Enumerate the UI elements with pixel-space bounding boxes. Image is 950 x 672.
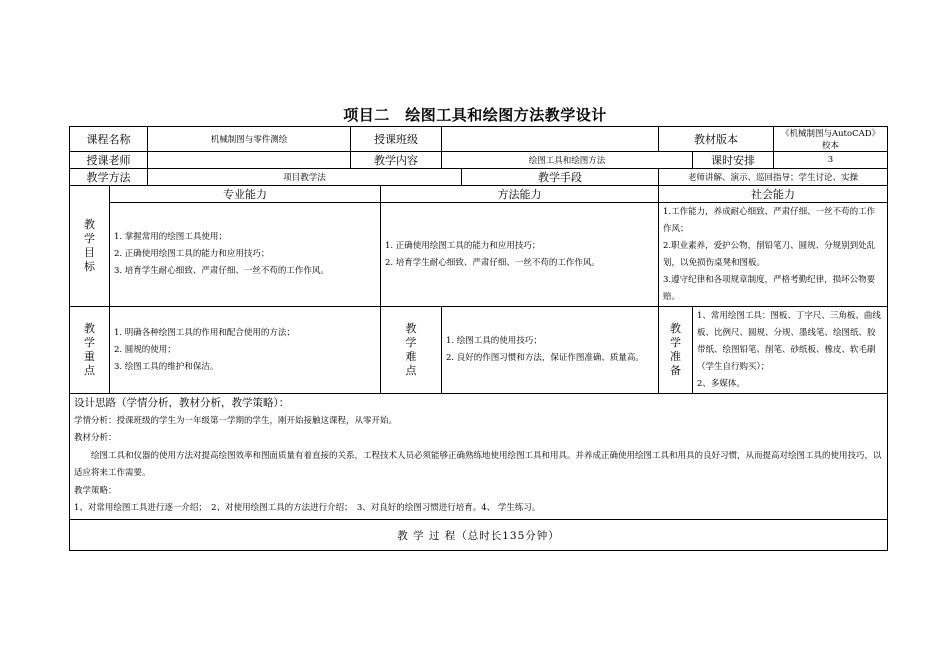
list-item: 3.遵守纪律和各项规章制度，严格考勤纪律，损坏公物要赔。 xyxy=(663,275,876,302)
ability-header-row xyxy=(70,186,888,203)
list-item: 3. 培育学生耐心细致、严肃仔细、一丝不苟的工作作风。 xyxy=(114,266,329,276)
list-item: 2. 良好的作图习惯和方法，保证作图准确、质量高。 xyxy=(446,353,644,363)
list-item: 2. 圆规的使用； xyxy=(114,344,176,355)
method-value: 项目教学法 xyxy=(148,169,462,186)
list-item: 1. 正确使用绘图工具的能力和应用技巧； xyxy=(385,240,541,251)
design-heading: 设计思路（学情分析，教材分析，教学策略）： xyxy=(74,397,290,410)
preparation-content xyxy=(693,307,888,394)
document-title: 项目二 绘图工具和绘图方法教学设计 xyxy=(343,106,607,124)
material-heading: 教材分析： xyxy=(74,433,117,444)
content-value: 绘图工具和绘图方法 xyxy=(442,152,693,169)
key-points-label: 教 学 重 点 xyxy=(70,307,110,394)
process-row xyxy=(70,520,888,551)
difficulties-label: 教 学 难 点 xyxy=(381,307,442,394)
means-value: 老师讲解、演示、巡回指导；学生讨论、实操 xyxy=(659,169,888,186)
teacher-value xyxy=(148,152,351,169)
strategy-heading: 教学策略： xyxy=(74,485,117,496)
strategy-text: 1、对常用绘图工具进行逐一介绍； 2、对使用绘图工具的方法进行介绍； 3、对良好的绘图习惯进行培育。4、 学生练习。 xyxy=(74,503,541,514)
method-label: 教学方法 xyxy=(70,169,148,186)
course-row xyxy=(70,127,888,152)
list-item: 1. 绘图工具的使用技巧； xyxy=(446,336,542,346)
teaching-process-heading: 教 学 过 程（总时长135分钟） xyxy=(70,520,888,551)
list-item: 2. 正确使用绘图工具的能力和应用技巧； xyxy=(114,249,270,259)
professional-objectives xyxy=(110,203,381,307)
list-item: 2. 培育学生耐心细致、严肃仔细、一丝不苟的工作作风。 xyxy=(385,257,600,268)
teacher-row xyxy=(70,152,888,169)
material-analysis: 绘图工具和仪器的使用方法对提高绘图效率和图面质量有着直接的关系，工程技术人员必须能够正确熟练地使用绘图工具和用具。并养成正确使用绘图工具和用具的良好习惯，从而提高对绘图工具的使用技巧，以适应将来工作需要。 xyxy=(74,450,882,479)
list-item: 2、多媒体。 xyxy=(697,379,745,389)
lesson-plan-table xyxy=(69,126,888,551)
objectives-label: 教 学 目 标 xyxy=(70,186,110,307)
textbook-value: 《机械制图与AutoCAD》校本 xyxy=(774,127,888,152)
hours-value: 3 xyxy=(774,152,888,169)
teacher-label: 授课老师 xyxy=(70,152,148,169)
difficulties-content xyxy=(442,307,659,394)
list-item: 1.工作能力，养成耐心细致、严肃仔细、一丝不苟的工作作风； xyxy=(663,207,876,234)
means-label: 教学手段 xyxy=(462,169,659,186)
design-thinking xyxy=(70,394,888,520)
list-item: 3. 绘图工具的维护和保洁。 xyxy=(114,361,219,372)
social-ability-header: 社会能力 xyxy=(659,186,888,203)
learner-analysis: 学情分析：授课班级的学生为一年级第一学期的学生，刚开始接触这课程，从零开始。 xyxy=(74,415,398,426)
class-label: 授课班级 xyxy=(351,127,442,152)
social-objectives xyxy=(659,203,888,307)
hours-label: 课时安排 xyxy=(693,152,774,169)
list-item: 1、常用绘图工具：图板、丁字尺、三角板、曲线板、比例尺、圆规、分规、墨线笔、绘图纸、胶带纸、绘图铅笔、削笔、砂纸板、橡皮、软毛刷（学生自行购买）； xyxy=(697,311,881,372)
key-points-content xyxy=(110,307,381,394)
method-objectives xyxy=(381,203,659,307)
textbook-label: 教材版本 xyxy=(659,127,774,152)
list-item: 2.职业素养，爱护公物，削铅笔刀、圆规、分规别到处乱划，以免损伤桌凳和图板。 xyxy=(663,241,876,268)
class-value xyxy=(442,127,659,152)
preparation-label: 教 学 准 备 xyxy=(659,307,693,394)
list-item: 1. 明确各种绘图工具的作用和配合使用的方法； xyxy=(114,327,295,338)
course-name-label: 课程名称 xyxy=(70,127,148,152)
content-label: 教学内容 xyxy=(351,152,442,169)
focus-row xyxy=(70,307,888,394)
method-ability-header: 方法能力 xyxy=(381,186,659,203)
objectives-row xyxy=(70,203,888,307)
professional-ability-header: 专业能力 xyxy=(110,186,381,203)
list-item: 1. 掌握常用的绘图工具使用； xyxy=(114,232,227,242)
course-name-value: 机械制图与零件测绘 xyxy=(148,127,351,152)
design-row xyxy=(70,394,888,520)
method-row xyxy=(70,169,888,186)
